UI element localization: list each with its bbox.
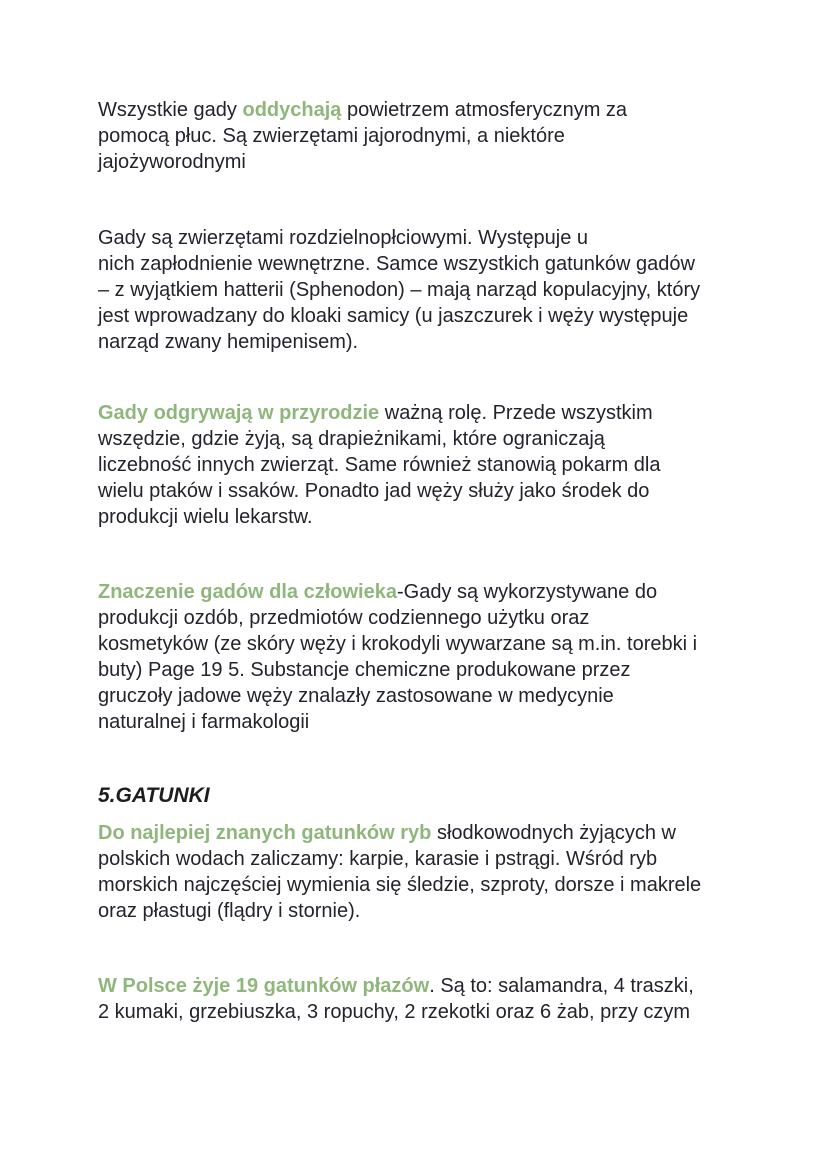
paragraph-amphibians [98, 973, 758, 1025]
highlighted-text: Gady odgrywają w przyrodzie [98, 402, 380, 424]
highlighted-text: Znaczenie gadów dla człowieka [98, 581, 397, 603]
text-line [98, 872, 758, 898]
text-line [98, 605, 758, 631]
paragraph-role-in-nature [98, 400, 758, 530]
text-line [98, 579, 758, 605]
body-text: produkcji wielu lekarstw. [98, 506, 313, 528]
body-text: kosmetyków (ze skóry węży i krokodyli wywarzane są m.in. torebki i [98, 633, 698, 655]
text-line [98, 329, 758, 355]
highlighted-text: W Polsce żyje 19 gatunków płazów [98, 975, 430, 997]
highlighted-text: Do najlepiej znanych gatunków ryb [98, 822, 432, 844]
text-line [98, 657, 758, 683]
body-text: naturalnej i farmakologii [98, 711, 310, 733]
text-line [98, 898, 758, 924]
text-line [98, 426, 758, 452]
body-text: pomocą płuc. Są zwierzętami jajorodnymi, a niektóre [98, 125, 565, 147]
body-text: . Są to: salamandra, 4 traszki, [429, 975, 694, 997]
text-line [98, 709, 758, 735]
body-text: morskich najczęściej wymienia się śledzie, szproty, dorsze i makrele [98, 874, 702, 896]
body-text: jest wprowadzany do kloaki samicy (u jaszczurek i węży występuje [98, 305, 689, 327]
section-heading: 5.GATUNKI [98, 784, 210, 807]
text-line [98, 683, 758, 709]
text-line [98, 225, 758, 251]
body-text: oraz płastugi (flądry i stornie). [98, 900, 361, 922]
text-line [98, 97, 758, 123]
body-text: powietrzem atmosferycznym za [341, 99, 628, 121]
body-text: 2 kumaki, grzebiuszka, 3 ropuchy, 2 rzekotki oraz 6 żab, przy czym [98, 1001, 691, 1023]
body-text: buty) Page 19 5. Substancje chemiczne produkowane przez [98, 659, 631, 681]
body-text: nich zapłodnienie wewnętrzne. Samce wszystkich gatunków gadów [98, 253, 695, 275]
highlighted-text: oddychają [242, 99, 342, 121]
paragraph-fish-species [98, 820, 758, 924]
paragraph-reproduction [98, 225, 758, 355]
body-text: liczebność innych zwierząt. Same również stanowią pokarm dla [98, 454, 661, 476]
body-text: polskich wodach zaliczamy: karpie, karasie i pstrągi. Wśród ryb [98, 848, 658, 870]
text-line [98, 631, 758, 657]
body-text: jajożyworodnymi [98, 151, 246, 173]
body-text: wszędzie, gdzie żyją, są drapieżnikami, które ograniczają [98, 428, 605, 450]
text-line [98, 478, 758, 504]
text-line [98, 251, 758, 277]
text-line [98, 820, 758, 846]
text-line [98, 303, 758, 329]
body-text: narząd zwany hemipenisem). [98, 331, 359, 353]
paragraph-importance-for-humans [98, 579, 758, 735]
body-text: Wszystkie gady [98, 99, 243, 121]
body-text: produkcji ozdób, przedmiotów codziennego użytku oraz [98, 607, 590, 629]
text-line [98, 504, 758, 530]
body-text: ważną rolę. Przede wszystkim [379, 402, 653, 424]
text-line [98, 123, 758, 149]
body-text: wielu ptaków i ssaków. Ponadto jad węży służy jako środek do [98, 480, 650, 502]
body-text: – z wyjątkiem hatterii (Sphenodon) – mają narząd kopulacyjny, który [98, 279, 701, 301]
body-text: -Gady są wykorzystywane do [396, 581, 658, 603]
body-text: Gady są zwierzętami rozdzielnopłciowymi. Występuje u [98, 227, 588, 249]
text-line [98, 846, 758, 872]
text-line [98, 999, 758, 1025]
text-line [98, 149, 758, 175]
text-line [98, 277, 758, 303]
paragraph-respiration [98, 97, 758, 175]
text-line [98, 973, 758, 999]
text-line [98, 452, 758, 478]
body-text: słodkowodnych żyjących w [431, 822, 676, 844]
body-text: gruczoły jadowe węży znalazły zastosowane w medycynie [98, 685, 614, 707]
text-line [98, 400, 758, 426]
